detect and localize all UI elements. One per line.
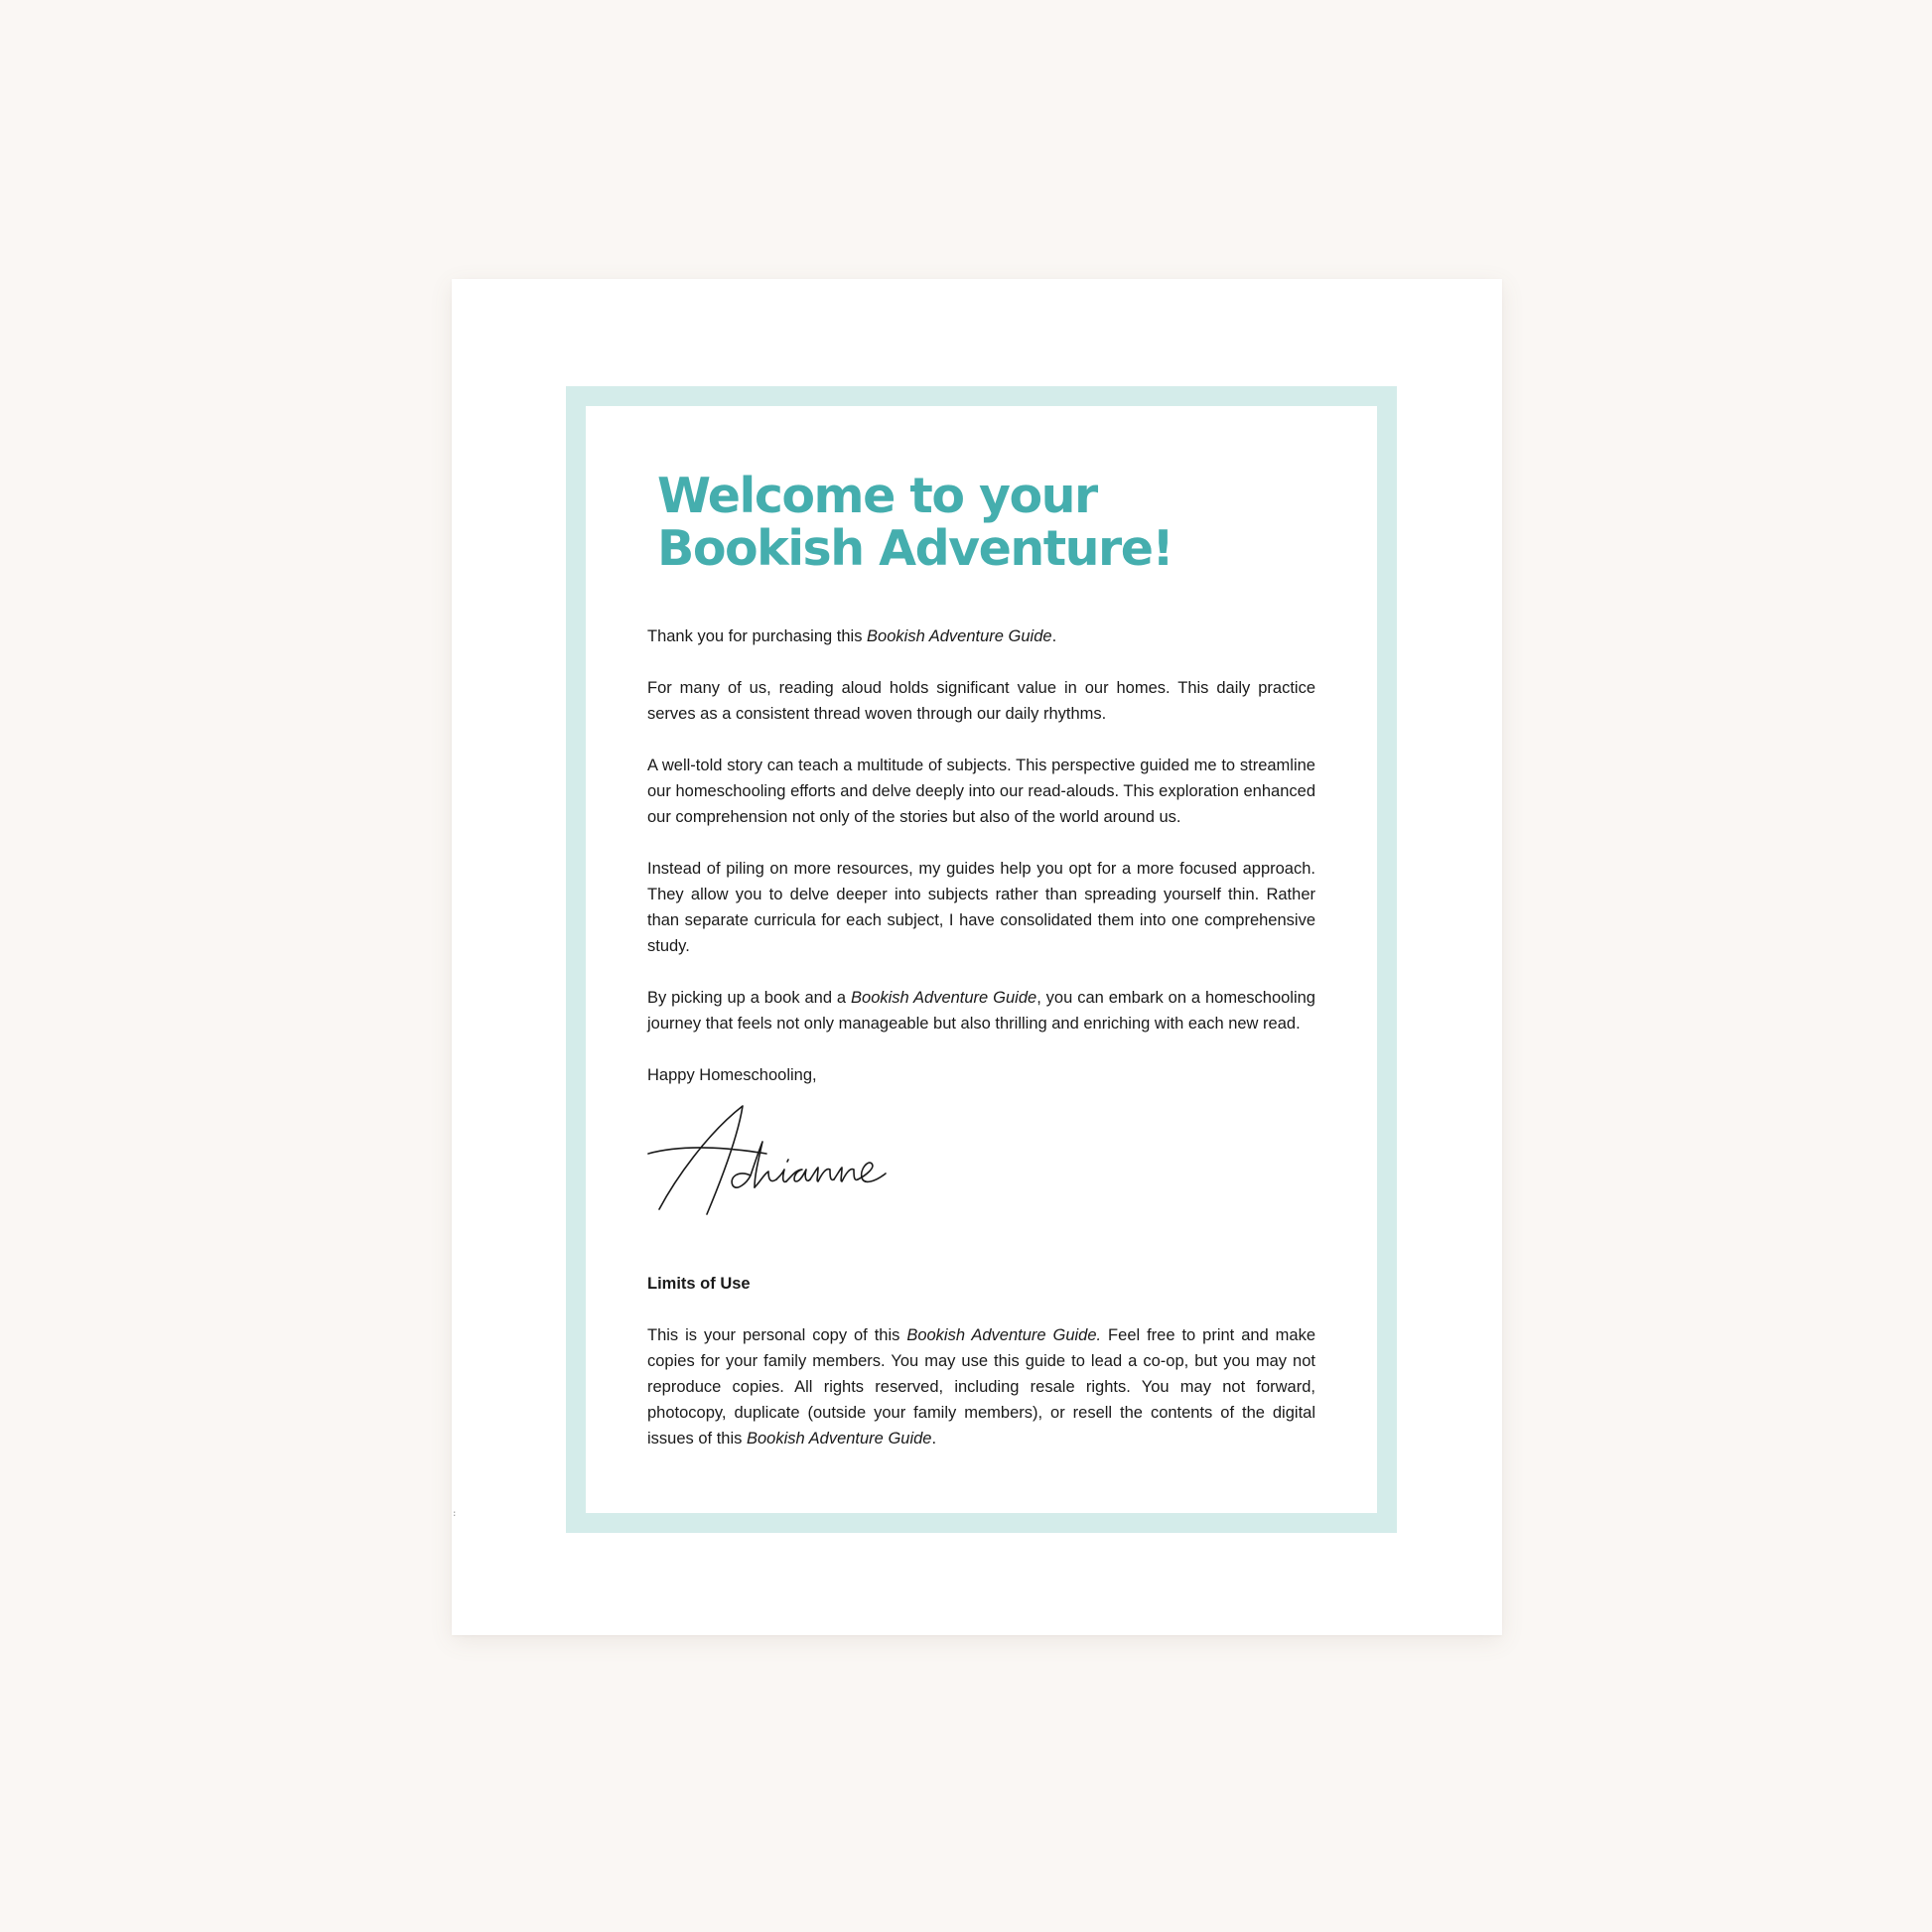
paragraph-reading-aloud: For many of us, reading aloud holds significant value in our homes. This daily practice serves as a consistent thread woven through our daily rhythms. [647,679,1315,723]
intro-text: Thank you for purchasing this [647,627,868,645]
letter-body [647,623,1315,1477]
title-line-1: Welcome to your [657,468,1097,524]
limits-text-part-1: This is your personal copy of this [647,1326,907,1344]
paragraph-well-told-story: A well-told story can teach a multitude of subjects. This perspective guided me to streamline our homeschooling efforts and delve deeply into our read-alouds. This exploration enhanced our comprehension not only of the stories but also of the world around us. [647,757,1315,826]
page-content [586,406,1377,1513]
closing-guide-name: Bookish Adventure Guide [851,989,1037,1007]
title-line-2: Bookish Adventure! [657,520,1173,577]
limits-text-part-2: Feel free to print and make copies for your family members. You may use this guide to lead a co-op, but you may not reproduce copies. All rights reserved, including resale rights. You may not forward, photocopy, duplicate (outside your family members), or resell the contents of the digital issues of this [647,1326,1316,1448]
intro-paragraph [647,623,1315,649]
sign-off: Happy Homeschooling, [647,1066,817,1084]
limits-of-use-text [647,1322,1315,1451]
page-title [657,470,1173,575]
limits-guide-name-2: Bookish Adventure Guide [746,1430,932,1448]
page-corner-mark: : [452,1509,458,1519]
limits-guide-name-1: Bookish Adventure Guide. [906,1326,1102,1344]
closing-text-start: By picking up a book and a [647,989,852,1007]
paragraph-picking-up-book [647,985,1315,1036]
paragraph-focused-approach: Instead of piling on more resources, my guides help you opt for a more focused approach. They allow you to delve deeper into subjects rather than spreading yourself thin. Rather than separate curricula for each subject, I have consolidated them into one comprehensive study. [647,860,1315,955]
page-border-frame [566,386,1397,1533]
intro-guide-name: Bookish Adventure Guide [867,627,1052,645]
limits-of-use-heading: Limits of Use [647,1275,751,1293]
closing-text-end: , you can embark on a homeschooling journey that feels not only manageable but also thrilling and enriching with each new read. [647,989,1315,1033]
limits-text-part-3: . [931,1430,937,1448]
handwritten-signature [647,1102,896,1217]
intro-end: . [1051,627,1057,645]
document-page [452,279,1502,1635]
